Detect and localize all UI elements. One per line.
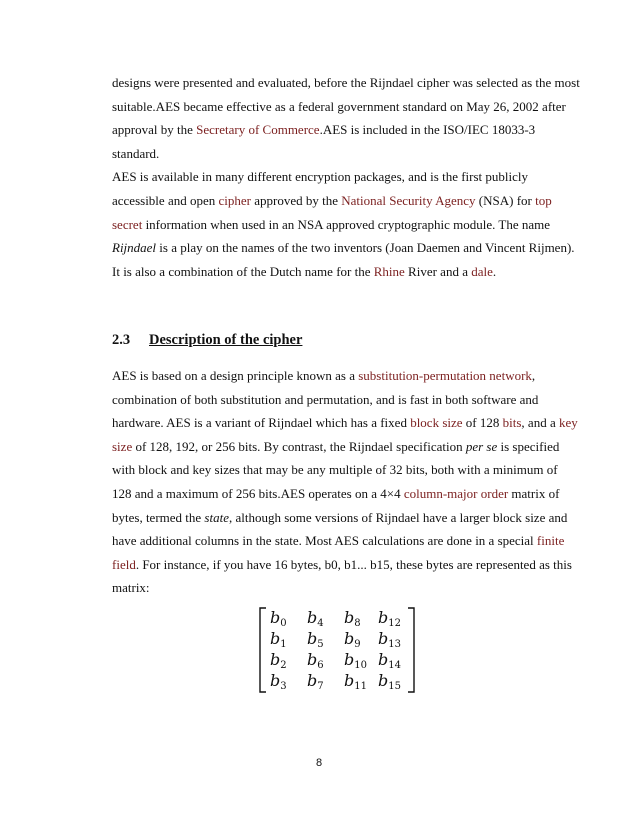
- section-number: 2.3: [112, 332, 131, 348]
- text-line: 128 and a maximum of 256 bits.AES operates on a 4×4 column-major order matrix of: [112, 485, 560, 501]
- matrix-cell: $b_{10}$: [344, 650, 367, 671]
- link-finite-field[interactable]: field: [112, 556, 136, 572]
- link-dale[interactable]: dale: [471, 263, 493, 279]
- text-line: bytes, termed the state, although some versions of Rijndael have a larger block size and: [112, 509, 568, 525]
- text-line: standard.: [112, 145, 160, 161]
- text-line: It is also a combination of the Dutch name for the Rhine River and a dale.: [112, 263, 497, 279]
- section-title: Description of the cipher: [149, 332, 303, 348]
- text-line: designs were presented and evaluated, before the Rijndael cipher was selected as the most: [112, 75, 580, 90]
- link-key-size[interactable]: key: [558, 415, 578, 431]
- matrix-cell: $b_2$: [270, 650, 287, 671]
- matrix-cell: $b_7$: [307, 671, 324, 692]
- link-rhine[interactable]: Rhine: [373, 263, 405, 279]
- matrix-cell: $b_5$: [307, 629, 324, 650]
- text-line: AES is available in many different encryption packages, and is the first publicly: [112, 169, 529, 185]
- link-cipher[interactable]: cipher: [218, 192, 251, 208]
- matrix-cell: $b_{11}$: [344, 671, 367, 692]
- link-bits[interactable]: bits: [502, 415, 522, 431]
- link-column-major-order[interactable]: column-major order: [403, 485, 509, 501]
- text-line: combination of both substitution and permutation, and is fast in both software and: [112, 391, 539, 407]
- matrix-cell: $b_0$: [270, 608, 287, 629]
- matrix-cell: $b_{15}$: [378, 671, 401, 692]
- matrix-cell: $b_3$: [270, 671, 287, 692]
- text-line: accessible and open cipher approved by the National Security Agency (NSA) for top: [112, 192, 552, 208]
- matrix-cell: $b_{12}$: [378, 608, 401, 629]
- text-line: approval by the Secretary of Commerce.AES is included in the ISO/IEC 18033-3: [112, 122, 536, 138]
- matrix-cell: $b_4$: [307, 608, 324, 629]
- text-line: AES is based on a design principle known as a substitution-permutation network,: [112, 368, 536, 383]
- page-number: 8: [315, 757, 323, 769]
- section-heading: [112, 330, 302, 350]
- text-line: field. For instance, if you have 16 bytes, b0, b1... b15, these bytes are represented as this: [112, 556, 572, 572]
- text-line: suitable.AES became effective as a federal government standard on May 26, 2002 after: [112, 98, 566, 114]
- text-line: with block and key sizes that may be any multiple of 32 bits, both with a minimum of: [112, 462, 558, 478]
- paragraph-cipher-description: [112, 364, 578, 600]
- link-secretary-of-commerce[interactable]: Secretary of Commerce: [196, 122, 320, 138]
- text-line: secret information when used in an NSA approved cryptographic module. The name: [112, 216, 551, 232]
- text-line: matrix:: [112, 580, 150, 596]
- matrix-cell: $b_6$: [307, 650, 324, 671]
- text-line: size of 128, 192, or 256 bits. By contrast, the Rijndael specification per se is specified: [112, 438, 560, 454]
- text-line: have additional columns in the state. Most AES calculations are done in a special finite: [112, 533, 565, 549]
- text-line: hardware. AES is a variant of Rijndael which has a fixed block size of 128 bits, and a key: [112, 415, 578, 431]
- matrix-cell: $b_9$: [344, 629, 361, 650]
- link-substitution-permutation-network[interactable]: substitution-permutation network: [358, 368, 532, 383]
- link-finite-field[interactable]: finite: [536, 533, 565, 549]
- text-line: Rijndael is a play on the names of the two inventors (Joan Daemen and Vincent Rijmen).: [112, 240, 575, 256]
- matrix-cell: $b_{14}$: [378, 650, 401, 671]
- link-top-secret[interactable]: top: [535, 192, 552, 208]
- paragraph-aes-history: [112, 71, 580, 283]
- link-national-security-agency[interactable]: National Security Agency: [341, 192, 476, 208]
- matrix-cell: $b_{13}$: [378, 629, 401, 650]
- matrix-cell: $b_8$: [344, 608, 361, 629]
- state-matrix: [258, 606, 416, 694]
- matrix-cell: $b_1$: [270, 629, 287, 650]
- link-block-size[interactable]: block size: [410, 415, 463, 431]
- link-key-size[interactable]: size: [112, 438, 133, 454]
- link-top-secret[interactable]: secret: [112, 216, 143, 232]
